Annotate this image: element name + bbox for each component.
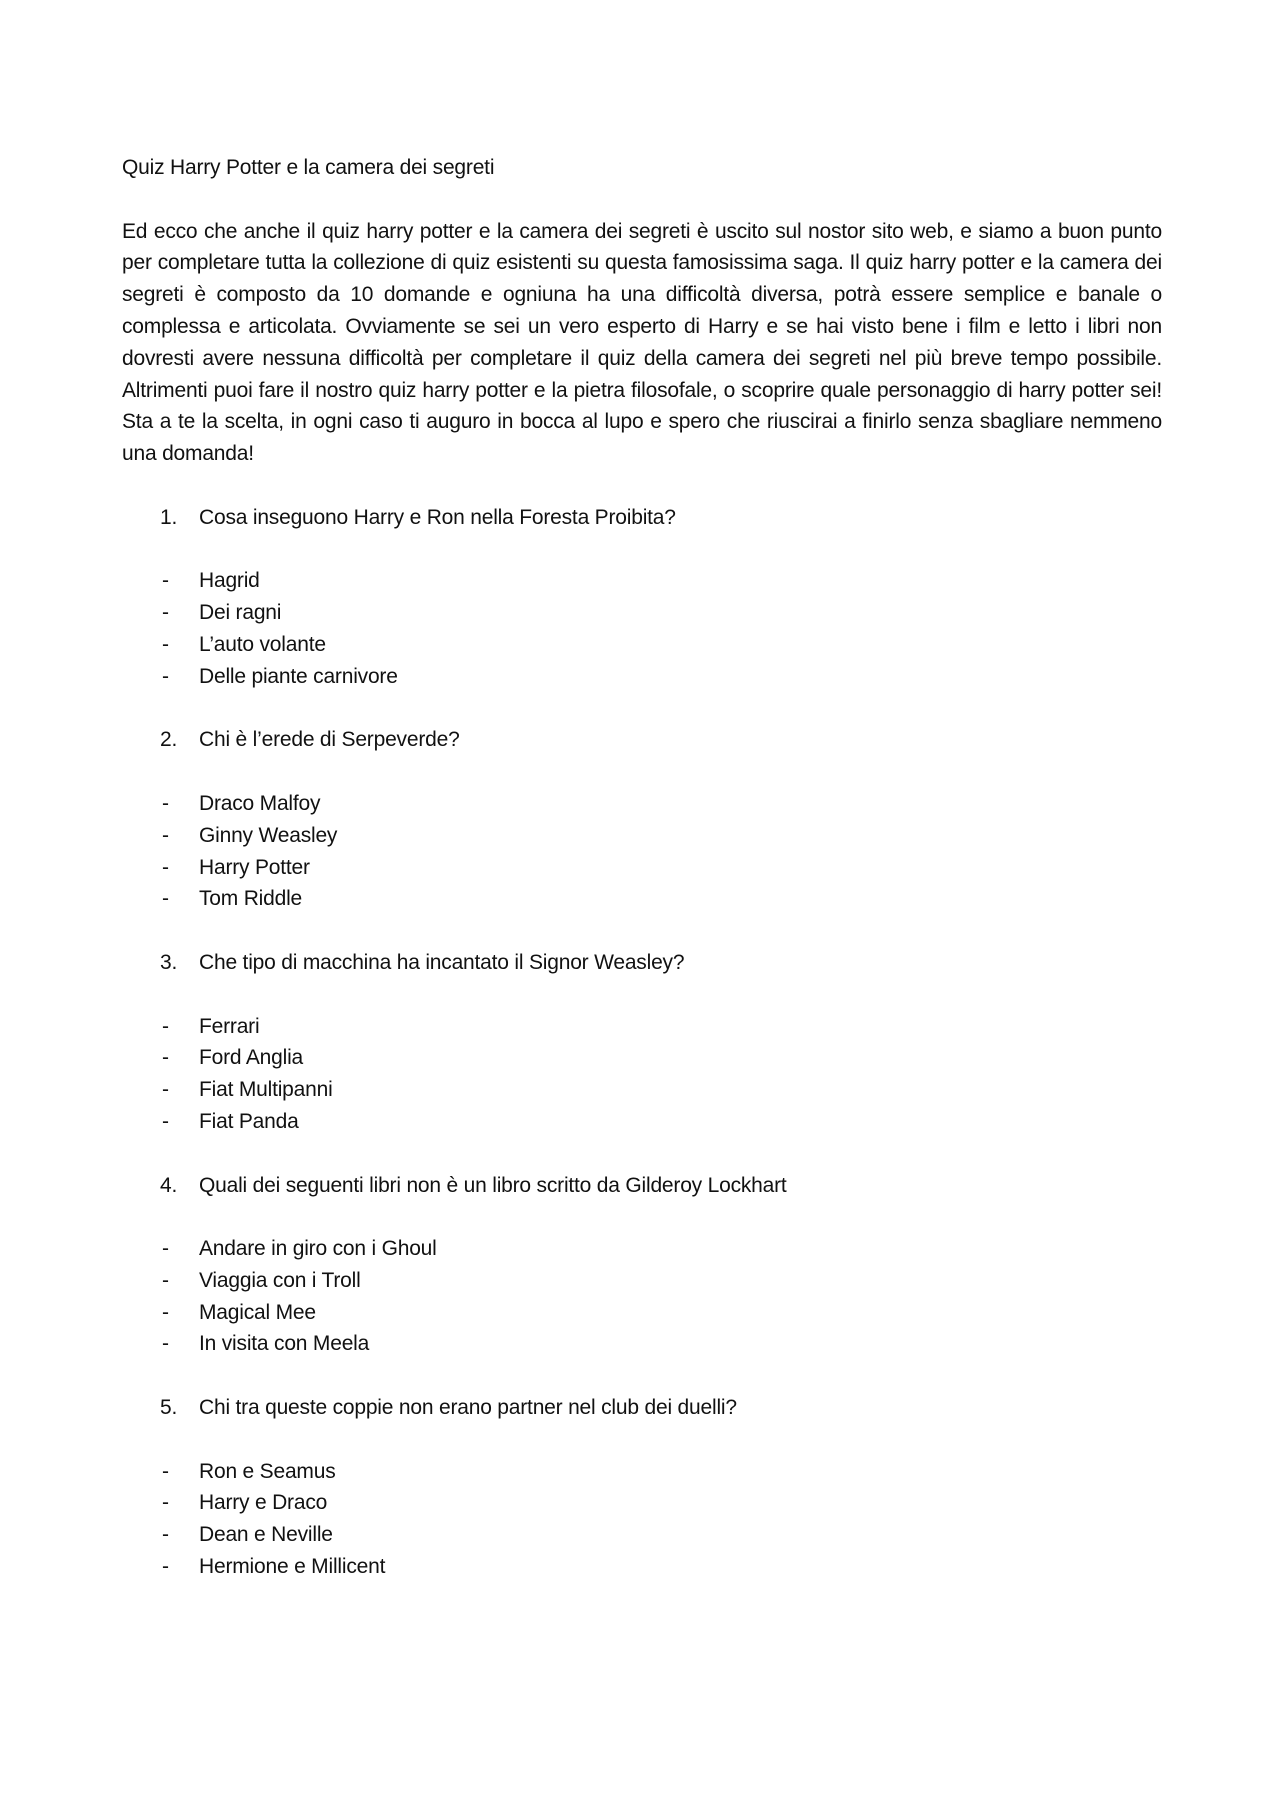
dash-bullet-icon: - — [162, 1300, 169, 1324]
answer-options — [122, 1011, 1162, 1138]
option-text: Ferrari — [199, 1014, 260, 1038]
option-text: Hermione e Millicent — [199, 1555, 386, 1579]
dash-bullet-icon: - — [162, 632, 169, 656]
question-2 — [122, 724, 1162, 756]
question-number: 3. — [160, 950, 178, 974]
answer-options — [122, 788, 1162, 915]
option-text: Andare in giro con i Ghoul — [199, 1237, 437, 1261]
question-block-1 — [122, 502, 1162, 693]
question-number: 5. — [160, 1396, 178, 1420]
dash-bullet-icon: - — [162, 601, 169, 625]
dash-bullet-icon: - — [162, 569, 169, 593]
answer-options — [122, 1456, 1162, 1583]
dash-bullet-icon: - — [162, 823, 169, 847]
question-number: 4. — [160, 1173, 178, 1197]
question-block-4 — [122, 1170, 1162, 1361]
question-text: Chi è l’erede di Serpeverde? — [199, 728, 460, 752]
answer-option — [122, 1297, 1162, 1329]
question-text: Quali dei seguenti libri non è un libro scritto da Gilderoy Lockhart — [199, 1173, 787, 1197]
answer-option — [122, 565, 1162, 597]
question-block-2 — [122, 724, 1162, 915]
question-block-5 — [122, 1392, 1162, 1583]
question-text: Cosa inseguono Harry e Ron nella Foresta Proibita? — [199, 505, 676, 529]
question-number: 1. — [160, 505, 178, 529]
dash-bullet-icon: - — [162, 664, 169, 688]
answer-option — [122, 661, 1162, 693]
answer-option — [122, 629, 1162, 661]
answer-option — [122, 1265, 1162, 1297]
answer-option — [122, 820, 1162, 852]
answer-option — [122, 597, 1162, 629]
question-4 — [122, 1170, 1162, 1202]
answer-option — [122, 1106, 1162, 1138]
answer-option — [122, 1519, 1162, 1551]
dash-bullet-icon: - — [162, 1014, 169, 1038]
dash-bullet-icon: - — [162, 1491, 169, 1515]
dash-bullet-icon: - — [162, 1237, 169, 1261]
answer-option — [122, 1042, 1162, 1074]
option-text: Viaggia con i Troll — [199, 1268, 361, 1292]
answer-option — [122, 1233, 1162, 1265]
option-text: In visita con Meela — [199, 1332, 370, 1356]
document-page — [122, 152, 1162, 1615]
dash-bullet-icon: - — [162, 1555, 169, 1579]
dash-bullet-icon: - — [162, 855, 169, 879]
answer-option — [122, 1011, 1162, 1043]
option-text: L’auto volante — [199, 632, 326, 656]
option-text: Delle piante carnivore — [199, 664, 398, 688]
question-1 — [122, 502, 1162, 534]
answer-option — [122, 788, 1162, 820]
option-text: Hagrid — [199, 569, 260, 593]
option-text: Dei ragni — [199, 601, 282, 625]
answer-option — [122, 1551, 1162, 1583]
dash-bullet-icon: - — [162, 1078, 169, 1102]
answer-option — [122, 1487, 1162, 1519]
option-text: Fiat Multipanni — [199, 1078, 333, 1102]
option-text: Ginny Weasley — [199, 823, 338, 847]
dash-bullet-icon: - — [162, 887, 169, 911]
question-block-3 — [122, 947, 1162, 1138]
dash-bullet-icon: - — [162, 1523, 169, 1547]
intro-paragraph: Ed ecco che anche il quiz harry potter e la camera dei segreti è uscito sul nostor sito web, e siamo a buon punto per completare tutta la collezione di quiz esistenti su questa famosissima saga. Il quiz harry potter e la camera dei segreti è composto da 10 domande e ogniuna ha una difficoltà diversa, potrà essere semplice e banale o complessa e articolata. Ovviamente se sei un vero esperto di Harry e se hai visto bene i film e letto i libri non dovresti avere nessuna difficoltà per completare il quiz della camera dei segreti nel più breve tempo possibile. Altrimenti puoi fare il nostro quiz harry potter e la pietra filosofale, o scoprire quale personaggio di harry potter sei! Sta a te la scelta, in ogni caso ti auguro in bocca al lupo e spero che riuscirai a finirlo senza sbagliare nemmeno una domanda! — [122, 219, 1162, 466]
dash-bullet-icon: - — [162, 1109, 169, 1133]
question-text: Che tipo di macchina ha incantato il Signor Weasley? — [199, 950, 685, 974]
option-text: Magical Mee — [199, 1300, 316, 1324]
dash-bullet-icon: - — [162, 1268, 169, 1292]
option-text: Dean e Neville — [199, 1523, 333, 1547]
answer-option — [122, 883, 1162, 915]
answer-option — [122, 1074, 1162, 1106]
answer-option — [122, 1456, 1162, 1488]
dash-bullet-icon: - — [162, 1459, 169, 1483]
answer-option — [122, 852, 1162, 884]
question-number: 2. — [160, 728, 178, 752]
dash-bullet-icon: - — [162, 791, 169, 815]
option-text: Fiat Panda — [199, 1109, 299, 1133]
option-text: Draco Malfoy — [199, 791, 321, 815]
option-text: Tom Riddle — [199, 887, 303, 911]
option-text: Ford Anglia — [199, 1046, 304, 1070]
question-text: Chi tra queste coppie non erano partner nel club dei duelli? — [199, 1396, 737, 1420]
option-text: Ron e Seamus — [199, 1459, 336, 1483]
option-text: Harry e Draco — [199, 1491, 328, 1515]
answer-option — [122, 1328, 1162, 1360]
answer-options — [122, 1233, 1162, 1360]
dash-bullet-icon: - — [162, 1332, 169, 1356]
option-text: Harry Potter — [199, 855, 310, 879]
dash-bullet-icon: - — [162, 1046, 169, 1070]
answer-options — [122, 565, 1162, 692]
question-5 — [122, 1392, 1162, 1424]
document-title: Quiz Harry Potter e la camera dei segreti — [122, 156, 495, 179]
question-3 — [122, 947, 1162, 979]
